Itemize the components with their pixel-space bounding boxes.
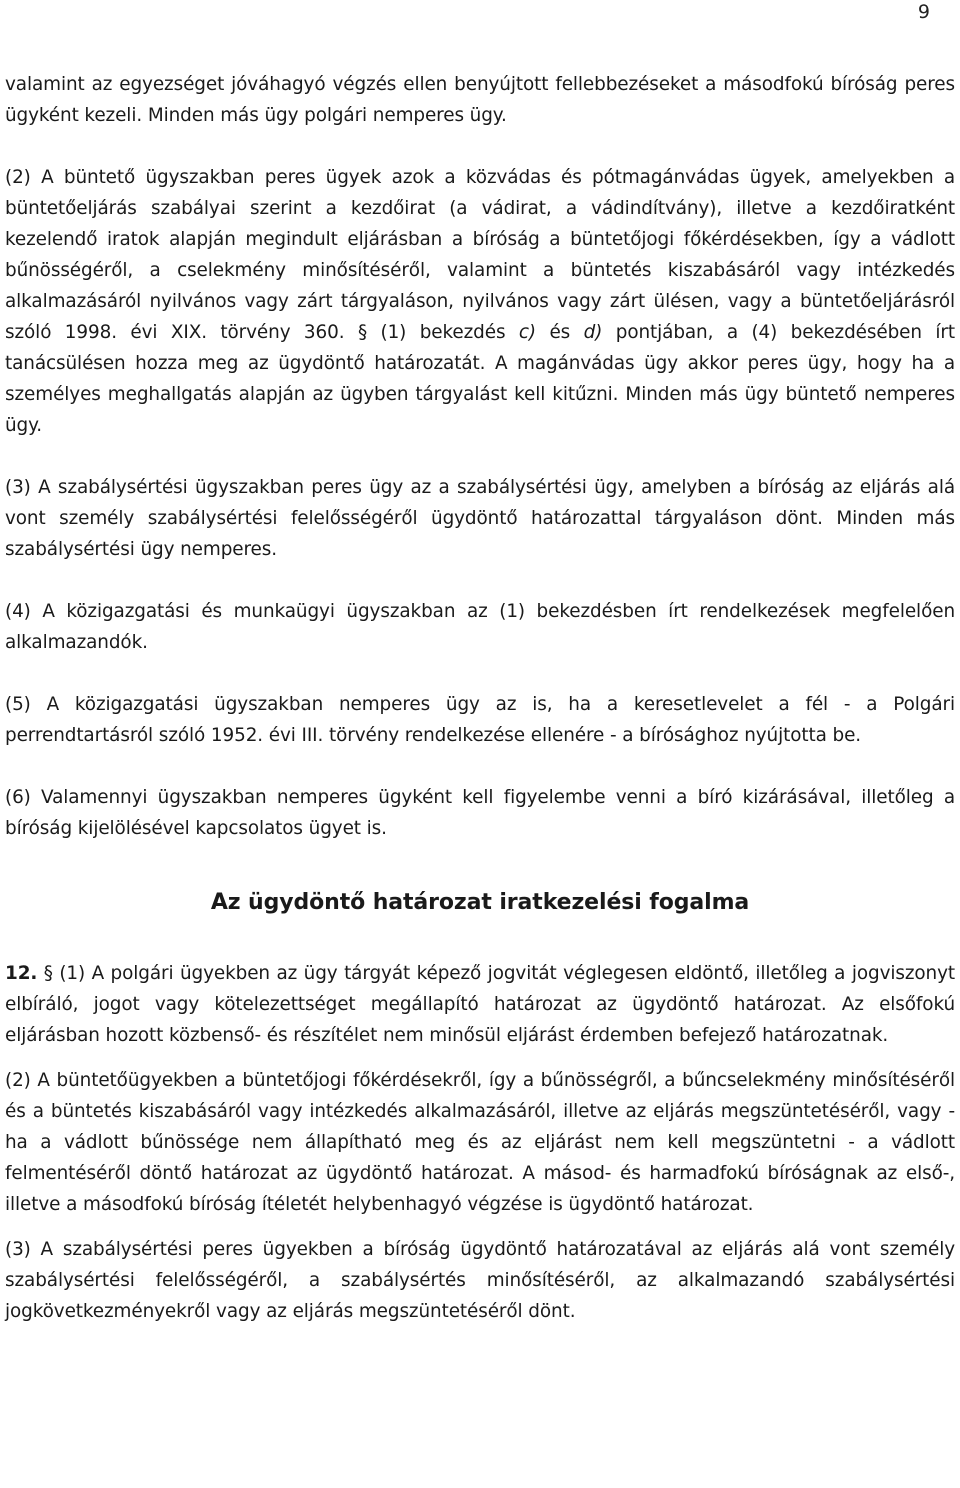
- paragraph-text: § (1) A polgári ügyekben az ügy tárgyát képező jogvitát véglegesen eldöntő, illetőleg a jogviszonyt elbíráló, jogot vagy kötelezettséget megállapító határozat az ügydöntő határozat. Az elsőfokú eljárásban hozott közbenső- és részítélet nem minősül eljárást érdemben befejező határozatnak.: [5, 963, 955, 1046]
- document-body: [5, 69, 955, 1327]
- paragraph-2-criminal: [5, 162, 955, 441]
- section-heading: Az ügydöntő határozat iratkezelési fogalma: [210, 890, 750, 915]
- paragraph-continued: valamint az egyezséget jóváhagyó végzés ellen benyújtott fellebbezéseket a másodfokú bíróság peres ügyként kezeli. Minden más ügy polgári nemperes ügy.: [5, 74, 955, 126]
- point-d: d): [583, 322, 603, 343]
- section-number: 12.: [5, 963, 38, 984]
- section-12-paragraph-1: [5, 958, 955, 1051]
- paragraph-text: pontjában, a (4) bekezdésében írt tanácsülésen hozza meg az ügydöntő határozatát. A magánvádas ügy akkor peres ügy, hogy ha a személyes meghallgatás alapján az ügyben tárgyalást kell kitűzni. Minden más ügy büntető nemperes ügy.: [5, 322, 955, 436]
- paragraph-5-administrative: (5) A közigazgatási ügyszakban nemperes ügy az is, ha a keresetlevelet a fél - a Polgári perrendtartásról szóló 1952. évi III. törvény rendelkezése ellenére - a bírósághoz nyújtotta be.: [5, 694, 955, 746]
- paragraph-4-administrative: (4) A közigazgatási és munkaügyi ügyszakban az (1) bekezdésben írt rendelkezések megfelelően alkalmazandók.: [5, 601, 955, 653]
- paragraph-text: (2) A büntető ügyszakban peres ügyek azok a közvádas és pótmagánvádas ügyek, amelyekben a büntetőeljárás szabályai szerint a kezdőirat (a vádirat, a vádindítvány), illetve a kezdőiratként kezelendő iratok alapján megindult eljárásban a bíróság a büntetőjogi főkérdésekben, így a vádlott bűnösségéről, a cselekmény minősítéséről, valamint a büntetés kiszabásáról vagy intézkedés alkalmazásáról nyilvános vagy zárt tárgyaláson, nyilvános vagy zárt ülésen, vagy a büntetőeljárásról szóló 1998. évi XIX. törvény 360. § (1) bekezdés: [5, 167, 955, 343]
- paragraph-6-all-cases: (6) Valamennyi ügyszakban nemperes ügyként kell figyelembe venni a bíró kizárásával, illetőleg a bíróság kijelölésével kapcsolatos ügyet is.: [5, 787, 955, 839]
- point-c: c): [518, 322, 536, 343]
- page-number: 9: [917, 1, 930, 23]
- paragraph-3-petty-offense: (3) A szabálysértési ügyszakban peres ügy az a szabálysértési ügy, amelyben a bíróság az eljárás alá vont személy szabálysértési felelősségéről ügydöntő határozattal tárgyaláson dönt. Minden más szabálysértési ügy nemperes.: [5, 477, 955, 560]
- section-12-paragraph-3: (3) A szabálysértési peres ügyekben a bíróság ügydöntő határozatával az eljárás alá vont személy szabálysértési felelősségéről, a szabálysértés minősítéséről, az alkalmazandó szabálysértési jogkövetkezményekről vagy az eljárás megszüntetéséről dönt.: [5, 1239, 955, 1322]
- section-12-paragraph-2: (2) A büntetőügyekben a büntetőjogi főkérdésekről, így a bűnösségről, a bűncselekmény minősítéséről és a büntetés kiszabásáról vagy intézkedés alkalmazásáról, illetve az eljárás megszüntetéséről, vagy - ha a vádlott bűnössége nem állapítható meg és az eljárást nem kell megszüntetni - a vádlott felmentéséről döntő határozat az ügydöntő határozat. A másod- és harmadfokú bíróságnak az első-, illetve a másodfokú bíróság ítéletét helybenhagyó végzése is ügydöntő határozat.: [5, 1070, 955, 1215]
- paragraph-text: és: [536, 322, 584, 343]
